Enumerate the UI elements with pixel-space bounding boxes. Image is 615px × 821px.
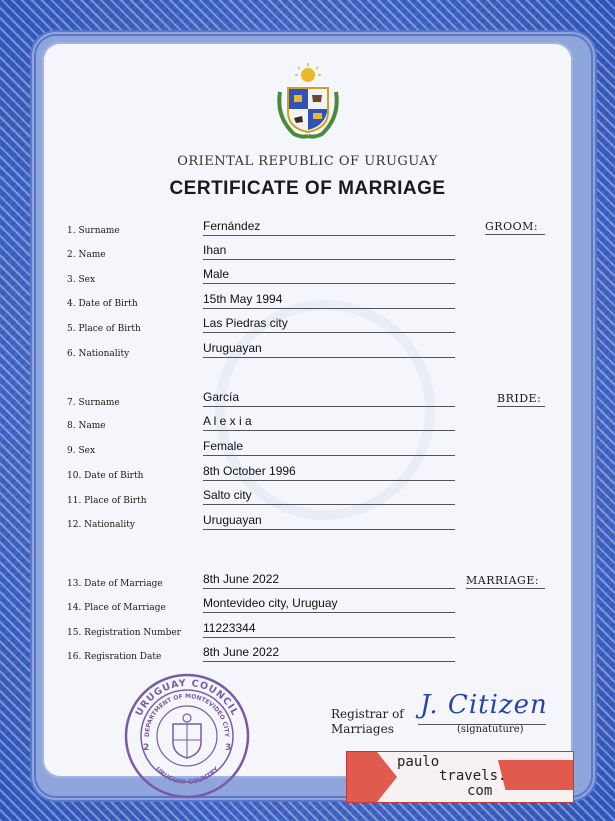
groom-sex-label: 3. Sex xyxy=(67,275,96,285)
logo-text-line-2: travels. xyxy=(439,768,507,784)
bride-sex-value: Female xyxy=(203,439,455,456)
stamp-outer-text: URUGUAY COUNCIL xyxy=(133,677,241,718)
bride-dob-value: 8th October 1996 xyxy=(203,464,455,481)
groom-name-value: Ihan xyxy=(203,243,455,260)
registrar-line-1: Registrar of xyxy=(331,707,404,721)
signature-caption: (signatuture) xyxy=(457,724,524,735)
groom-dob-value: 15th May 1994 xyxy=(203,292,455,309)
marriage-date-label: 13. Date of Marriage xyxy=(67,579,163,589)
logo-red-chevron xyxy=(347,752,397,802)
bride-surname-value: García xyxy=(203,390,455,407)
marriage-section-label: MARRIAGE: xyxy=(466,574,545,589)
marriage-place-value: Montevideo city, Uruguay xyxy=(203,596,455,613)
groom-surname-value: Fernández xyxy=(203,219,455,236)
certificate-title: CERTIFICATE OF MARRIAGE xyxy=(169,178,446,199)
registration-number-value: 11223344 xyxy=(203,621,455,638)
groom-nationality-value: Uruguayan xyxy=(203,341,455,358)
bride-dob-label: 10. Date of Birth xyxy=(67,471,144,481)
stamp-emblem-icon xyxy=(173,714,201,758)
bride-pob-value: Salto city xyxy=(203,488,455,505)
registration-date-label: 16. Regisration Date xyxy=(67,652,162,662)
coat-of-arms-icon xyxy=(272,62,344,142)
paulo-travels-logo xyxy=(346,751,574,803)
bride-nationality-value: Uruguayan xyxy=(203,513,455,530)
stamp-bottom-text: URUGUAY COUNTRY xyxy=(153,765,221,787)
registrar-label xyxy=(331,707,404,737)
groom-nationality-label: 6. Nationality xyxy=(67,349,130,359)
bride-name-label: 8. Name xyxy=(67,421,106,431)
logo-text-line-1: paulo xyxy=(397,754,440,770)
bride-pob-label: 11. Place of Birth xyxy=(67,496,147,506)
registration-number-label: 15. Registration Number xyxy=(67,628,181,638)
registration-date-value: 8th June 2022 xyxy=(203,645,455,662)
bride-sex-label: 9. Sex xyxy=(67,446,96,456)
groom-pob-value: Las Piedras city xyxy=(203,316,455,333)
logo-red-band xyxy=(498,760,573,790)
groom-surname-label: 1. Surname xyxy=(67,226,120,236)
marriage-place-label: 14. Place of Marriage xyxy=(67,603,166,613)
groom-pob-label: 5. Place of Birth xyxy=(67,324,141,334)
stamp-number-right: 3 xyxy=(225,743,232,753)
registrar-signature: J. Citizen xyxy=(420,690,548,720)
logo-text-line-3: com xyxy=(467,783,493,799)
bride-name-value: A l e x i a xyxy=(203,414,455,431)
groom-section-label: GROOM: xyxy=(485,220,545,235)
groom-dob-label: 4. Date of Birth xyxy=(67,299,138,309)
republic-name: ORIENTAL REPUBLIC OF URUGUAY xyxy=(177,154,438,169)
official-stamp xyxy=(123,672,251,800)
watermark-emblem xyxy=(215,300,435,520)
stamp-inner-text: DEPARTMENT OF MONTEVIDEO CITY xyxy=(143,692,231,738)
bride-surname-label: 7. Surname xyxy=(67,398,120,408)
bride-nationality-label: 12. Nationality xyxy=(67,520,135,530)
svg-text:URUGUAY COUNTRY xyxy=(154,765,221,786)
marriage-date-value: 8th June 2022 xyxy=(203,572,455,589)
registrar-line-2: Marriages xyxy=(331,722,394,736)
stamp-number-left: 2 xyxy=(143,743,150,753)
groom-name-label: 2. Name xyxy=(67,250,106,260)
groom-sex-value: Male xyxy=(203,267,455,284)
bride-section-label: BRIDE: xyxy=(497,392,545,407)
